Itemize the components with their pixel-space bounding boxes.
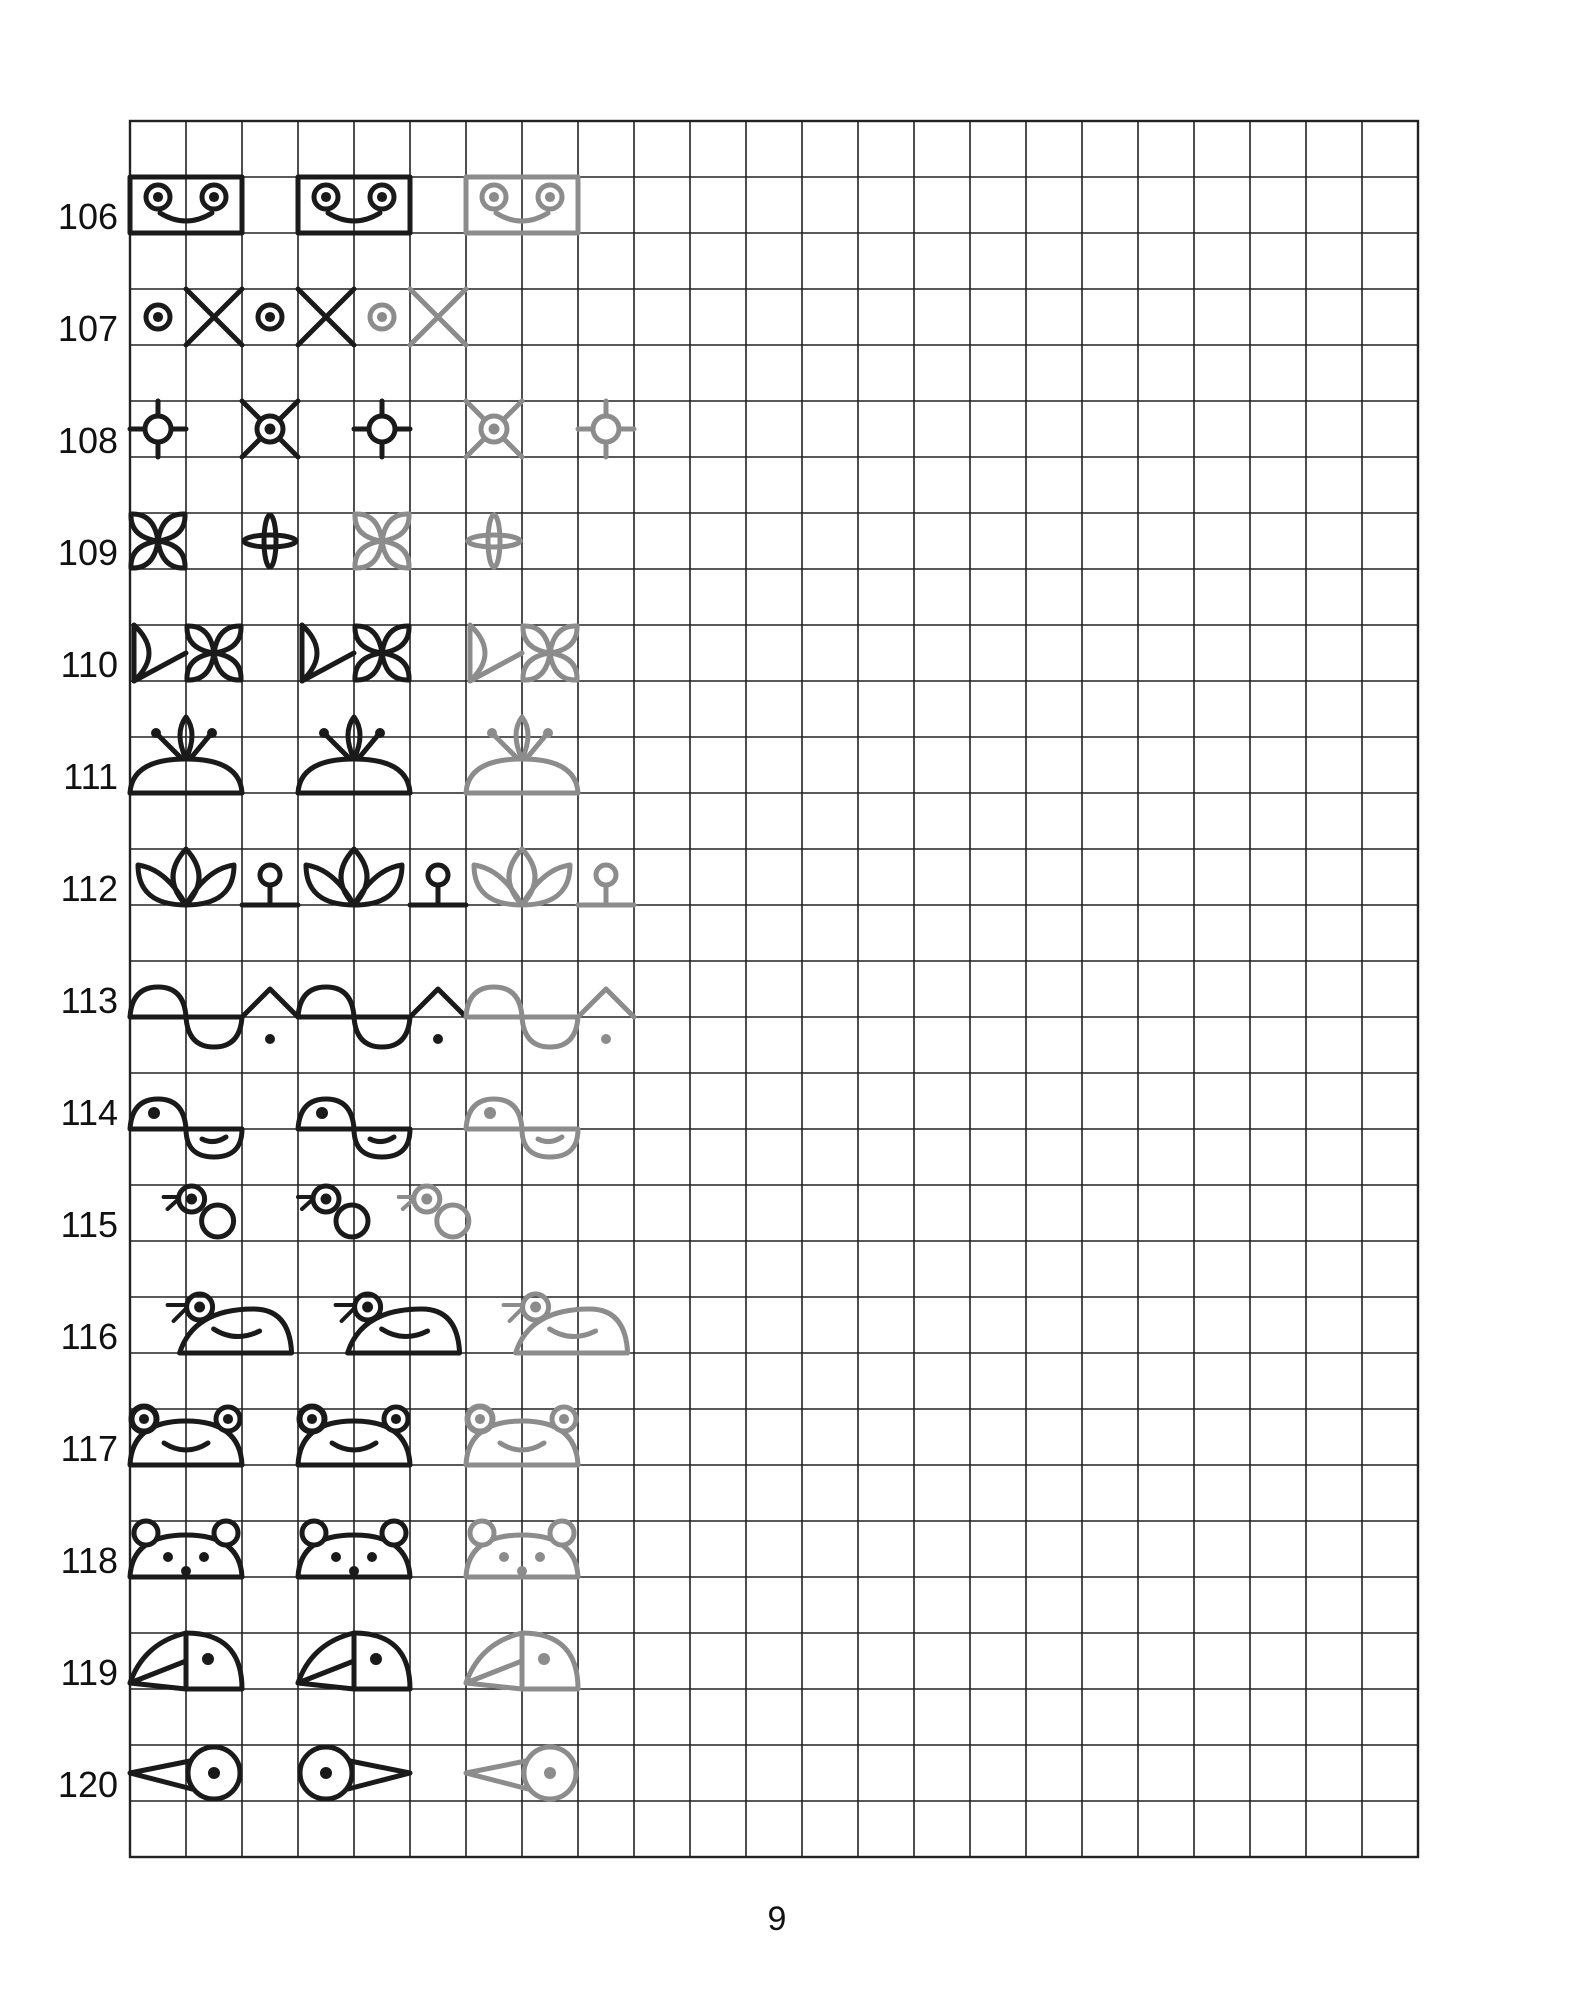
flower-x-motif-trace: [355, 514, 409, 568]
pattern-row-horn-and-flower: [134, 625, 577, 681]
flower-plus-motif: [244, 515, 296, 567]
dot-cross-motif: [258, 289, 354, 345]
row-number-label: 118: [60, 1540, 118, 1581]
pattern-row-parrot-head: [130, 1633, 578, 1689]
pattern-row-tulip-and-pin: [138, 849, 634, 905]
horn-motif: [302, 625, 354, 681]
flower-plus-motif-trace: [468, 515, 520, 567]
row-number-label: 106: [57, 196, 118, 237]
target-x-motif-trace: [466, 401, 522, 457]
row-number-label: 113: [60, 980, 118, 1021]
pin-motif-trace: [578, 865, 634, 905]
pattern-row-chick-circles: [164, 1186, 469, 1237]
horn-motif-trace: [470, 625, 522, 681]
pattern-row-target-crosshair: [130, 401, 634, 457]
pin-motif: [410, 865, 466, 905]
pattern-row-fish-eye-arrow: [130, 1747, 576, 1799]
row-number-label: 108: [57, 420, 118, 461]
pattern-row-wave-zigzag: [130, 987, 634, 1047]
flower-x-motif-trace: [523, 626, 577, 680]
fish-right-motif: [300, 1747, 410, 1799]
parrot-head-motif: [298, 1633, 410, 1689]
pattern-rows: [130, 177, 634, 1799]
pattern-row-duckling: [168, 1294, 628, 1353]
row-number-label: 116: [60, 1316, 118, 1357]
flower-x-motif: [131, 514, 185, 568]
row-labels: [58, 196, 118, 1805]
row-number-label: 109: [57, 532, 118, 573]
row-number-label: 114: [60, 1092, 118, 1133]
flower-x-motif: [355, 626, 409, 680]
pin-motif: [242, 865, 298, 905]
row-number-label: 117: [60, 1428, 118, 1469]
target-x-motif: [242, 401, 298, 457]
parrot-head-motif-trace: [466, 1633, 578, 1689]
fish-left-motif: [130, 1747, 240, 1799]
horn-motif: [134, 625, 186, 681]
row-number-label: 112: [60, 868, 118, 909]
flower-x-motif: [187, 626, 241, 680]
row-number-label: 115: [60, 1204, 118, 1245]
chick-circles-motif: [298, 1186, 368, 1237]
row-number-label: 111: [63, 756, 118, 797]
dot-cross-motif-trace: [370, 289, 466, 345]
parrot-head-motif: [130, 1633, 242, 1689]
row-number-label: 119: [60, 1652, 118, 1693]
row-number-label: 110: [60, 644, 118, 685]
fish-left-motif-trace: [466, 1747, 576, 1799]
pattern-row-four-petal-flower: [131, 514, 520, 568]
row-number-label: 120: [57, 1764, 118, 1805]
target-crosshair-motif: [130, 401, 186, 457]
row-number-label: 107: [57, 308, 118, 349]
chick-circles-motif: [164, 1186, 234, 1237]
target-crosshair-motif-trace: [578, 401, 634, 457]
pattern-row-dot-cross: [146, 289, 466, 345]
page-number: 9: [767, 1900, 787, 1938]
dot-cross-motif: [146, 289, 242, 345]
target-crosshair-motif: [354, 401, 410, 457]
